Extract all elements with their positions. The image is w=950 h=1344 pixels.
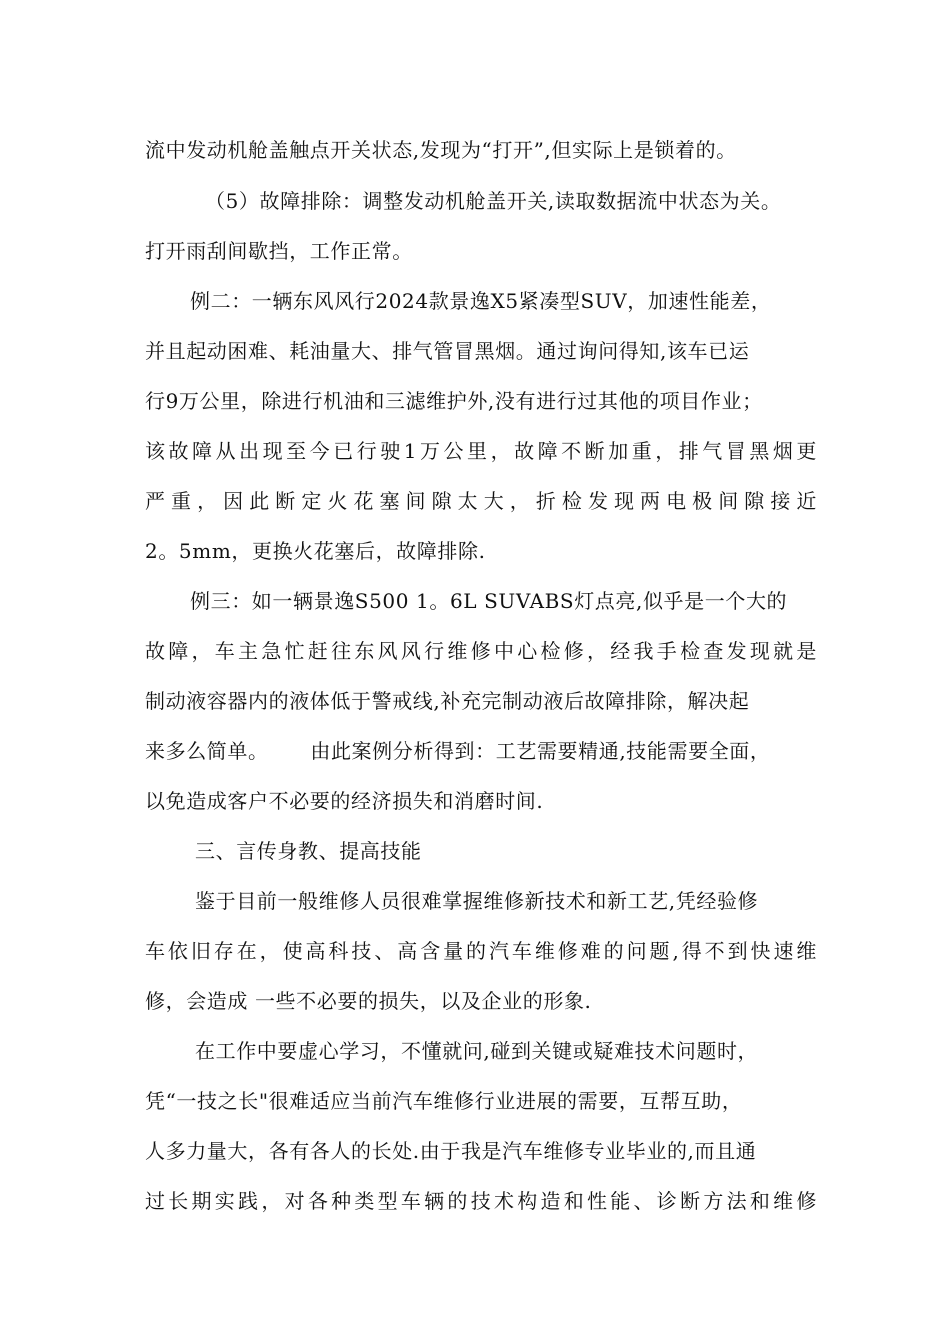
- paragraph-line: 过长期实践，对各种类型车辆的技术构造和性能、诊断方法和维修: [145, 1189, 817, 1213]
- paragraph-line: 修，会造成 一些不必要的损失，以及企业的形象.: [145, 989, 592, 1013]
- paragraph-line: 车依旧存在，使高科技、高含量的汽车维修难的问题,得不到快速维: [145, 939, 817, 963]
- paragraph-line: 在工作中要虚心学习，不懂就问,碰到关键或疑难技术问题时，: [195, 1039, 759, 1063]
- paragraph-line: （5）故障排除：调整发动机舱盖开关,读取数据流中状态为关。: [205, 189, 782, 213]
- paragraph-line: 严重，因此断定火花塞间隙太大，折检发现两电极间隙接近: [145, 489, 817, 513]
- paragraph-line: 例三：如一辆景逸S500 1。6L SUVABS灯点亮,似乎是一个大的: [190, 589, 788, 613]
- paragraph-line: 鉴于目前一般维修人员很难掌握维修新技术和新工艺,凭经验修: [195, 889, 759, 913]
- paragraph-line: 打开雨刮间歇挡，工作正常。: [145, 239, 413, 263]
- paragraph-line: 人多力量大，各有各人的长处.由于我是汽车维修专业毕业的,而且通: [145, 1139, 757, 1163]
- paragraph-line: 以免造成客户不必要的经济损失和消磨时间.: [145, 789, 544, 813]
- paragraph-line: 凭“一技之长"很难适应当前汽车维修行业进展的需要，互帮互助，: [145, 1089, 743, 1113]
- paragraph-line: 制动液容器内的液体低于警戒线,补充完制动液后故障排除，解决起: [145, 689, 750, 713]
- paragraph-line: 来多么简单。 由此案例分析得到：工艺需要精通,技能需要全面，: [145, 739, 771, 763]
- paragraph-line: 2。5mm，更换火花塞后，故障排除.: [145, 539, 486, 563]
- paragraph-line: 并且起动困难、耗油量大、排气管冒黑烟。通过询问得知,该车已运: [145, 339, 750, 363]
- paragraph-line: 该故障从出现至今已行驶1万公里，故障不断加重，排气冒黑烟更: [145, 439, 817, 463]
- paragraph-line: 流中发动机舱盖触点开关状态,发现为“打开”,但实际上是锁着的。: [145, 138, 737, 162]
- section-heading: 三、言传身教、提高技能: [195, 839, 422, 863]
- paragraph-line: 例二：一辆东风风行2024款景逸X5紧凑型SUV，加速性能差，: [190, 289, 772, 313]
- paragraph-line: 行9万公里，除进行机油和三滤维护外,没有进行过其他的项目作业；: [145, 389, 763, 413]
- paragraph-line: 故障，车主急忙赶往东风风行维修中心检修，经我手检查发现就是: [145, 639, 817, 663]
